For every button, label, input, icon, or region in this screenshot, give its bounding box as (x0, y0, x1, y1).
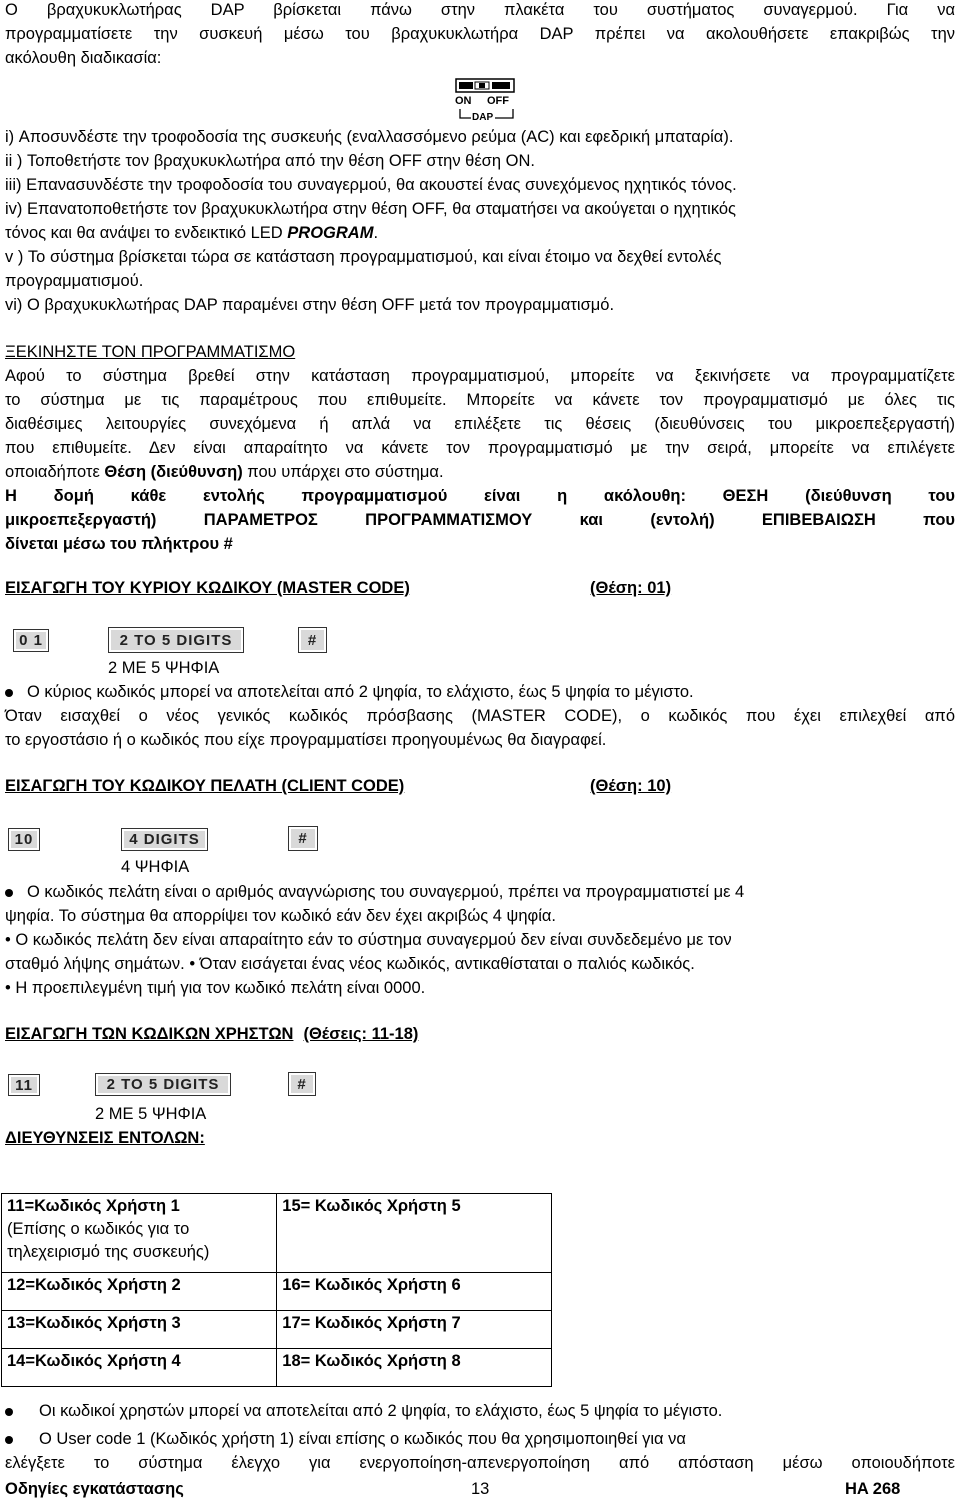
table-cell: 16= Κωδικός Χρήστη 6 (277, 1273, 552, 1311)
table-row (2, 1349, 552, 1387)
users-digits-label: 2 ΜΕ 5 ΨΗΦΙΑ (95, 1105, 207, 1123)
master-bullet-1: Ο κύριος κωδικός μπορεί να αποτελείται από 2 ψηφία, το ελάχιστο, έως 5 ψηφία το μέγιστο. (5, 682, 694, 702)
users-address-box: 11 (8, 1074, 40, 1096)
addresses-title: ΔΙΕΥΘΥΝΣΕΙΣ ΕΝΤΟΛΩΝ: (5, 1129, 205, 1147)
client-bullet-3: • Η προεπιλεγμένη τιμή για τον κωδικό πελάτη είναι 0000. (5, 979, 426, 997)
table-cell: 14=Κωδικός Χρήστη 4 (2, 1349, 277, 1387)
master-heading: ΕΙΣΑΓΩΓΗ ΤΟΥ ΚΥΡΙΟΥ ΚΩΔΙΚΟΥ (MASTER CODE) (Θέση: 01) (5, 579, 672, 597)
client-digits-label: 4 ΨΗΦΙΑ (121, 858, 190, 876)
start-p5: οποιαδήποτε Θέση (διεύθυνση) που υπάρχει στο σύστημα. (5, 463, 444, 481)
start-p3: διαθέσιμες λειτουργίες συνεχόμενα ή απλά να επιλέξετε τις θέσεις (διευθύνσεις του μικροεπεξεργαστή) (5, 415, 955, 433)
structure-line-3: δίνεται μέσω του πλήκτρου # (5, 535, 233, 553)
step-5-line-2: προγραμματισμού. (5, 272, 144, 290)
table-row (2, 1194, 552, 1273)
step-5-line-1: v ) Το σύστημα βρίσκεται τώρα σε κατάσταση προγραμματισμού, και είναι έτοιμο να δεχθεί εντολές (5, 248, 722, 266)
page-number: 13 (471, 1480, 490, 1498)
users-bullet-1: Οι κωδικοί χρηστών μπορεί να αποτελείται από 2 ψηφία, το ελάχιστο, έως 5 ψηφία το μέγιστο. (5, 1401, 722, 1421)
client-address-box: 10 (8, 828, 40, 851)
start-p2: το σύστημα με τις παραμέτρους που επιθυμείτε. Μπορείτε να κάνετε τον προγραμματισμό με όλες τις (5, 391, 955, 409)
users-heading: ΕΙΣΑΓΩΓΗ ΤΩΝ ΚΩΔΙΚΩΝ ΧΡΗΣΤΩΝ (Θέσεις: 11-18) (5, 1025, 419, 1043)
start-p4: που επιθυμείτε. Δεν είναι απαραίτητο να κάνετε τον προγραμματισμό με την σειρά, μπορείτε να επιλέγετε (5, 439, 955, 457)
client-bullet-2-line-2: σταθμό λήψης σημάτων. • Όταν εισάγεται ένας νέος κωδικός, αντικαθίσταται ο παλιός κωδικός. (5, 955, 695, 973)
client-bullet-1-line-2: ψηφία. Το σύστημα θα απορρίψει τον κωδικό εάν δεν έχει ακριβώς 4 ψηφία. (5, 907, 556, 925)
master-bullet-2-line-2: το εργοστάσιο ή ο κωδικός που είχε προγραμματίσει προηγουμένως θα διαγραφεί. (5, 731, 607, 749)
users-digits-box: 2 TO 5 DIGITS (95, 1073, 231, 1096)
structure-line-1: Η δομή κάθε εντολής προγραμματισμού είναι η ακόλουθη: ΘΕΣΗ (διεύθυνση του (5, 487, 955, 505)
master-digits-label: 2 ΜΕ 5 ΨΗΦΙΑ (108, 659, 220, 677)
intro-line-1: Ο βραχυκυκλωτήρας DAP βρίσκεται πάνω στην πλακέτα του συστήματος συναγερμού. Για να (5, 1, 955, 19)
client-confirm-box: # (288, 826, 318, 851)
master-bullet-2-line-1: Όταν εισαχθεί ο νέος γενικός κωδικός πρόσβασης (MASTER CODE), ο κωδικός που έχει επιλεχθεί από (5, 707, 955, 725)
table-cell: 15= Κωδικός Χρήστη 5 (277, 1194, 552, 1273)
start-p1: Αφού το σύστημα βρεθεί στην κατάσταση προγραμματισμού, μπορείτε να ξεκινήσετε να προγραμματίζετε (5, 367, 955, 385)
table-cell: 13=Κωδικός Χρήστη 3 (2, 1311, 277, 1349)
intro-line-3: ακόλουθη διαδικασία: (5, 49, 162, 67)
dap-jumper-icon (455, 78, 517, 122)
step-4-line-1: iv) Επανατοποθετήστε τον βραχυκυκλωτήρα στην θέση OFF, θα σταματήσει να ακούγεται ο ηχητικός (5, 200, 737, 218)
table-row (2, 1273, 552, 1311)
step-4-line-2: τόνος και θα ανάψει το ενδεικτικό LED PROGRAM. (5, 224, 379, 242)
footer-left: Οδηγίες εγκατάστασης (5, 1480, 184, 1498)
step-3: iii) Επανασυνδέστε την τροφοδοσία του συναγερμού, θα ακουστεί ένας συνεχόμενος ηχητικός τόνος. (5, 176, 737, 194)
start-heading: ΞΕΚΙΝΗΣΤΕ ΤΟΝ ΠΡΟΓΡΑΜΜΑΤΙΣΜΟ (5, 343, 296, 361)
step-1: i) Αποσυνδέστε την τροφοδοσία της συσκευής (εναλλασσόμενο ρεύμα (AC) και εφεδρική μπαταρία). (5, 128, 734, 146)
users-bullet-2-line-2: ελέγξετε το σύστημα έλεγχο για ενεργοποίηση-απενεργοποίηση από απόσταση μέσω οποιουδήποτε (5, 1454, 955, 1472)
table-cell: 12=Κωδικός Χρήστη 2 (2, 1273, 277, 1311)
master-confirm-box: # (298, 627, 327, 653)
master-digits-box: 2 TO 5 DIGITS (108, 627, 244, 653)
users-confirm-box: # (288, 1072, 316, 1096)
dip-on-label: ON (455, 95, 472, 107)
table-row (2, 1311, 552, 1349)
dip-dap-label: DAP (472, 112, 494, 122)
footer-right: HA 268 (845, 1480, 901, 1498)
step-2: ii ) Τοποθετήστε τον βραχυκυκλωτήρα από την θέση OFF στην θέση ON. (5, 152, 535, 170)
dip-off-label: OFF (487, 95, 509, 107)
client-bullet-2-line-1: • Ο κωδικός πελάτη δεν είναι απαραίτητο εάν το σύστημα συναγερμού δεν είναι συνδεδεμένο με τον (5, 931, 732, 949)
table-cell: 11=Κωδικός Χρήστη 1 (Επίσης ο κωδικός για το τηλεχειρισμό της συσκευής) (2, 1194, 277, 1273)
client-digits-box: 4 DIGITS (121, 828, 208, 851)
intro-line-2: προγραμματίσετε την συσκευή μέσω του βραχυκυκλωτήρα DAP πρέπει να ακολουθήσετε επακριβώς την (5, 25, 955, 43)
client-heading: ΕΙΣΑΓΩΓΗ ΤΟΥ ΚΩΔΙΚΟΥ ΠΕΛΑΤΗ (CLIENT CODE) (Θέση: 10) (5, 777, 672, 795)
user-codes-table (1, 1193, 552, 1387)
table-cell: 18= Κωδικός Χρήστη 8 (277, 1349, 552, 1387)
users-bullet-2-line-1: Ο User code 1 (Κωδικός χρήστη 1) είναι επίσης ο κωδικός που θα χρησιμοποιηθεί για να (5, 1429, 686, 1449)
table-cell: 17= Κωδικός Χρήστη 7 (277, 1311, 552, 1349)
client-bullet-1-line-1: Ο κωδικός πελάτη είναι ο αριθμός αναγνώρισης του συναγερμού, πρέπει να προγραμματιστεί με 4 (5, 882, 955, 902)
structure-line-2: μικροεπεξεργαστή) ΠΑΡΑΜΕΤΡΟΣ ΠΡΟΓΡΑΜΜΑΤΙΣΜΟΥ και (εντολή) ΕΠΙΒΕΒΑΙΩΣΗ που (5, 511, 955, 529)
step-6: vi) Ο βραχυκυκλωτήρας DAP παραμένει στην θέση OFF μετά τον προγραμματισμό. (5, 296, 615, 314)
program-led-label: PROGRAM (287, 224, 374, 242)
master-address-box: 0 1 (13, 629, 49, 652)
